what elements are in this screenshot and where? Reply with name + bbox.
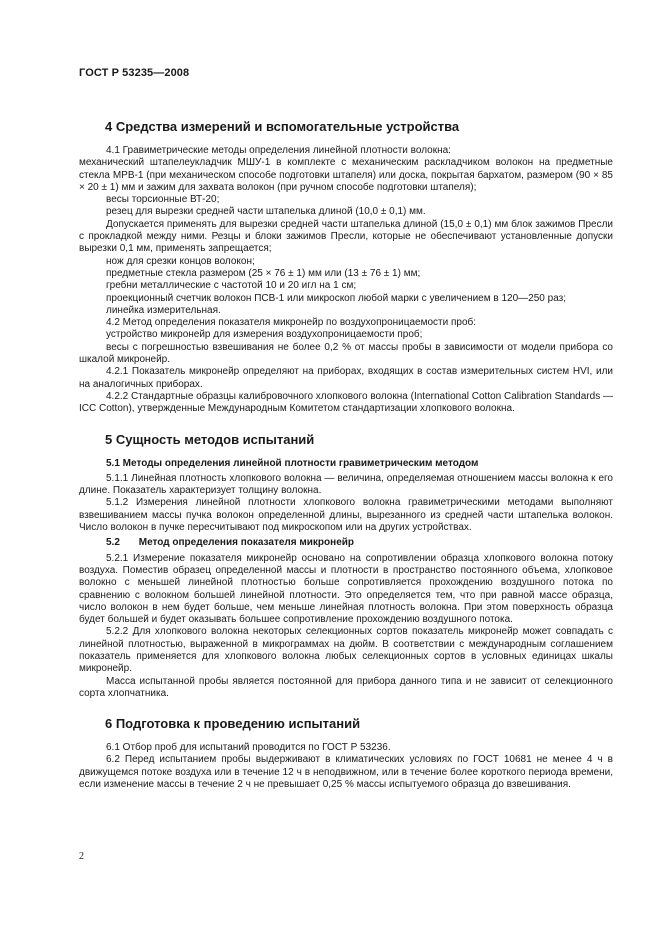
paragraph-4-1-shtapel: механический штапелеукладчик МШУ-1 в комплекте с механическим раскладчиком волокон на предметные стекла МРВ-1 (при механическом способе подготовки штапеля) или доска, покрытая бархатом, размером (90 × 85 × 20 ± 1) мм и зажим для захвата волокон (при ручном способе подготовки штапеля); xyxy=(79,157,613,193)
document-body xyxy=(79,97,613,791)
paragraph-6-2: 6.2 Перед испытанием пробы выдерживают в климатических условиях по ГОСТ 10681 не менее 4 ч в движущемся потоке воздуха или в течение 12 ч в неподвижном, или в течение более короткого периода времени, если изменение массы в течение 2 ч не превышает 0,25 % массы испытуемого образца до взвешивания. xyxy=(79,754,613,791)
page-number: 2 xyxy=(79,851,84,862)
paragraph-5-1-1: 5.1.1 Линейная плотность хлопкового волокна — величина, определяемая отношением массы волокна к его длине. Показатель характеризует толщину волокна. xyxy=(79,472,613,497)
subsection-5-2-title: Метод определения показателя микронейр xyxy=(138,537,355,549)
paragraph-4-1: 4.1 Гравиметрические методы определения линейной плотности волокна: xyxy=(106,145,451,156)
paragraph-4-1-presley: Допускается применять для вырезки средней части штапелька длиной (15,0 ± 0,1) мм блок зажимов Пресли с прокладкой между ними. Резцы и блоки зажимов Пресли, которые не обеспечивают установленные допуски вырезки 0,1 мм, применять запрещается; xyxy=(79,218,613,255)
section-4-heading: 4 Средства измерений и вспомогательные устройства xyxy=(105,119,460,134)
document-header: ГОСТ Р 53235—2008 xyxy=(79,67,190,79)
subsection-5-1-heading: 5.1 Методы определения линейной плотности гравиметрическим методом xyxy=(106,457,479,469)
list-item-cutter: резец для вырезки средней части штапелька длиной (10,0 ± 0,1) мм. xyxy=(106,206,426,218)
list-item-scales: весы торсионные ВТ-20; xyxy=(106,194,220,206)
section-6-heading: 6 Подготовка к проведению испытаний xyxy=(105,716,361,732)
paragraph-5-2-1: 5.2.1 Измерение показателя микронейр основано на сопротивлении образца хлопкового волокна потоку воздуха. Поместив образец определенной массы и плотности в пространство постоянного объема, хлопковое волокно с меньшей линейной плотностью больше сопротивляется прохождению воздушного потока по сравнению с волокном большей линейной плотности. Это определяется тем, что при равной массе образца, число волокон в нем будет больше, чем меньше линейная плотность волокна. При этом поверхность образца будет большей и будет оказывать большее сопротивление прохождению воздушного потока. xyxy=(79,552,613,626)
paragraph-5-2-mass: Масса испытанной пробы является постоянной для прибора данного типа и не зависит от селекционного сорта хлопчатника. xyxy=(79,675,613,699)
subsection-5-2-heading xyxy=(79,537,613,549)
list-item-knife: нож для срезки концов волокон; xyxy=(106,255,255,267)
paragraph-5-2-2: 5.2.2 Для хлопкового волокна некоторых селекционных сортов показатель микронейр может совпадать с линейной плотностью, выраженной в микрограммах на дюйм. В соответствии с международным соглашением показатель применяется для хлопкового волокна любых селекционных сортов в условных единицах шкалы микронейр. xyxy=(79,626,613,675)
paragraph-4-2-scales: весы с погрешностью взвешивания не более 0,2 % от массы пробы в зависимости от модели прибора со шкалой микронейр. xyxy=(79,341,613,366)
list-item-counter: проекционный счетчик волокон ПСВ-1 или микроскоп любой марки с увеличением в 120—250 раз; xyxy=(106,292,566,304)
paragraph-5-1-2: 5.1.2 Измерения линейной плотности хлопкового волокна гравиметрическими методами выполняют взвешиванием массы пучка волокон определенной длины, вырезанного из средней части штапелька волокон. Число волокон в пучке пересчитывают под микроскопом или на других устройствах. xyxy=(79,497,613,534)
section-5-heading: 5 Сущность методов испытаний xyxy=(105,431,315,447)
list-item-ruler: линейка измерительная. xyxy=(106,304,221,316)
list-item-combs: гребни металлические с частотой 10 и 20 игл на 1 см; xyxy=(106,280,357,292)
list-item-glass: предметные стекла размером (25 × 76 ± 1) мм или (13 ± 76 ± 1) мм; xyxy=(106,267,421,279)
subsection-5-2-number: 5.2 xyxy=(106,537,120,549)
paragraph-4-2-1: 4.2.1 Показатель микронейр определяют на приборах, входящих в состав измерительных систем HVI, или на аналогичных приборах. xyxy=(79,366,613,390)
paragraph-4-2: 4.2 Метод определения показателя микронейр по воздухопроницаемости проб: xyxy=(106,317,477,329)
paragraph-4-2-2: 4.2.2 Стандартные образцы калибровочного хлопкового волокна (International Cotton Calibration Standards — ICC Cotton), утвержденные Международным Комитетом стандартизации хлопкового волокна. xyxy=(79,390,613,415)
list-item-micronaire-device: устройство микронейр для измерения воздухопроницаемости проб; xyxy=(106,329,423,341)
paragraph-6-1: 6.1 Отбор проб для испытаний проводится по ГОСТ Р 53236. xyxy=(106,742,391,754)
